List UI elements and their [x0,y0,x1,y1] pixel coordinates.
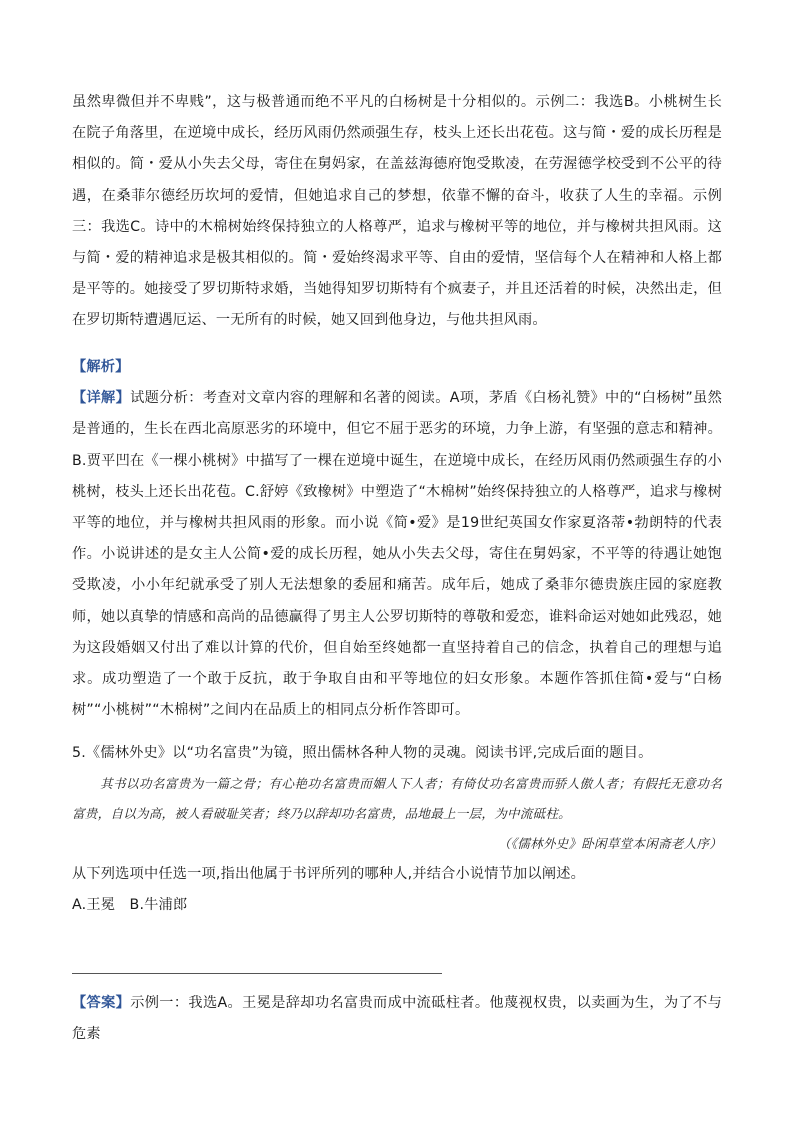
question5-instruction: 从下列选项中任选一项,指出他属于书评所列的哪种人,并结合小说情节加以阐述。 [72,866,585,883]
answer-paragraph [72,988,722,1050]
question5-block [72,738,722,922]
detail-text: 试题分析：考查对文章内容的理解和名著的阅读。A项，茅盾《白杨礼赞》中的“白杨树”虽然是普通的，生长在西北高原恶劣的环境中，但它不屈于恶劣的环境，力争上游，有坚强的意志和精神。B.贾平凹在《一棵小桃树》中描写了一棵在逆境中诞生，在逆境中成长，在经历风雨仍然顽强生存的小桃树，枝头上还长出花苞。C.舒婷《致橡树》中塑造了“木棉树”始终保持独立的人格尊严，追求与橡树平等的地位，并与橡树共担风雨的形象。而小说《简•爱》是19世纪英国女作家夏洛蒂•勃朗特的代表作。小说讲述的是女主人公简•爱的成长历程，她从小失去父母，寄住在舅妈家，不平等的待遇让她饱受欺凌，小小年纪就承受了别人无法想象的委屈和痛苦。成年后，她成了桑菲尔德贵族庄园的家庭教师，她以真挚的情感和高尚的品德赢得了男主人公罗切斯特的尊敬和爱恋，谁料命运对她如此残忍，她为这段婚姻又付出了难以计算的代价，但自始至终她都一直坚持着自己的信念，执着自己的理想与追求。成功塑造了一个敢于反抗，敢于争取自由和平等地位的妇女形象。本题作答抓住简•爱与“白杨树”“小桃树”“木棉树”之间内在品质上的相同点分析作答即可。 [72,390,722,719]
question5-options: A.王冕 B.牛浦郎 [72,897,188,914]
detail-tag: 【详解】 [72,390,131,407]
quote-source: （《儒林外史》卧闲草堂本闲斋老人序） [498,836,722,852]
answer-block [72,988,722,1050]
answer-line [72,973,442,974]
analysis-tag: 【解析】 [72,359,130,375]
answer-continuation-text: 虽然卑微但并不卑贱”，这与极普通而绝不平凡的白杨树是十分相似的。示例二：我选B。小桃树生长在院子角落里，在逆境中成长，经历风雨仍然顽强生存，枝头上还长出花苞。这与简・爱的成长历程是相似的。简・爱从小失去父母，寄住在舅妈家，在盖兹海德府饱受欺凌，在劳渥德学校受到不公平的待遇，在桑菲尔德经历坎坷的爱情，但她追求自己的梦想，依靠不懈的奋斗，收获了人生的幸福。示例三：我选C。诗中的木棉树始终保持独立的人格尊严，追求与橡树平等的地位，并与橡树共担风雨。这与简・爱的精神追求是极其相似的。简・爱始终渴求平等、自由的爱情，坚信每个人在精神和人格上都是平等的。她接受了罗切斯特求婚，当她得知罗切斯特有个疯妻子，并且还活着的时候，决然出走，但在罗切斯特遭遇厄运、一无所有的时候，她又回到他身边，与他共担风雨。 [72,94,722,329]
detail-paragraph [72,383,722,726]
answer-text: 示例一：我选A。王冕是辞却功名富贵而成中流砥柱者。他蔑视权贵，以卖画为生，为了不与危素 [72,995,722,1043]
answer-tag: 【答案】 [72,995,131,1011]
analysis-heading [72,352,722,383]
question5-stem: 5.《儒林外史》以“功名富贵”为镜，照出儒林各种人物的灵魂。阅读书评,完成后面的题目。 [72,745,653,761]
answer-continuation-block [72,87,722,337]
book-review-quote: 其书以功名富贵为一篇之骨；有心艳功名富贵而媚人下人者；有倚仗功名富贵而骄人傲人者；有假托无意功名富贵，自以为高，被人看破耻笑者；终乃以辞却功名富贵，品地最上一层，为中流砥柱。 [72,776,722,822]
analysis-block [72,352,722,726]
